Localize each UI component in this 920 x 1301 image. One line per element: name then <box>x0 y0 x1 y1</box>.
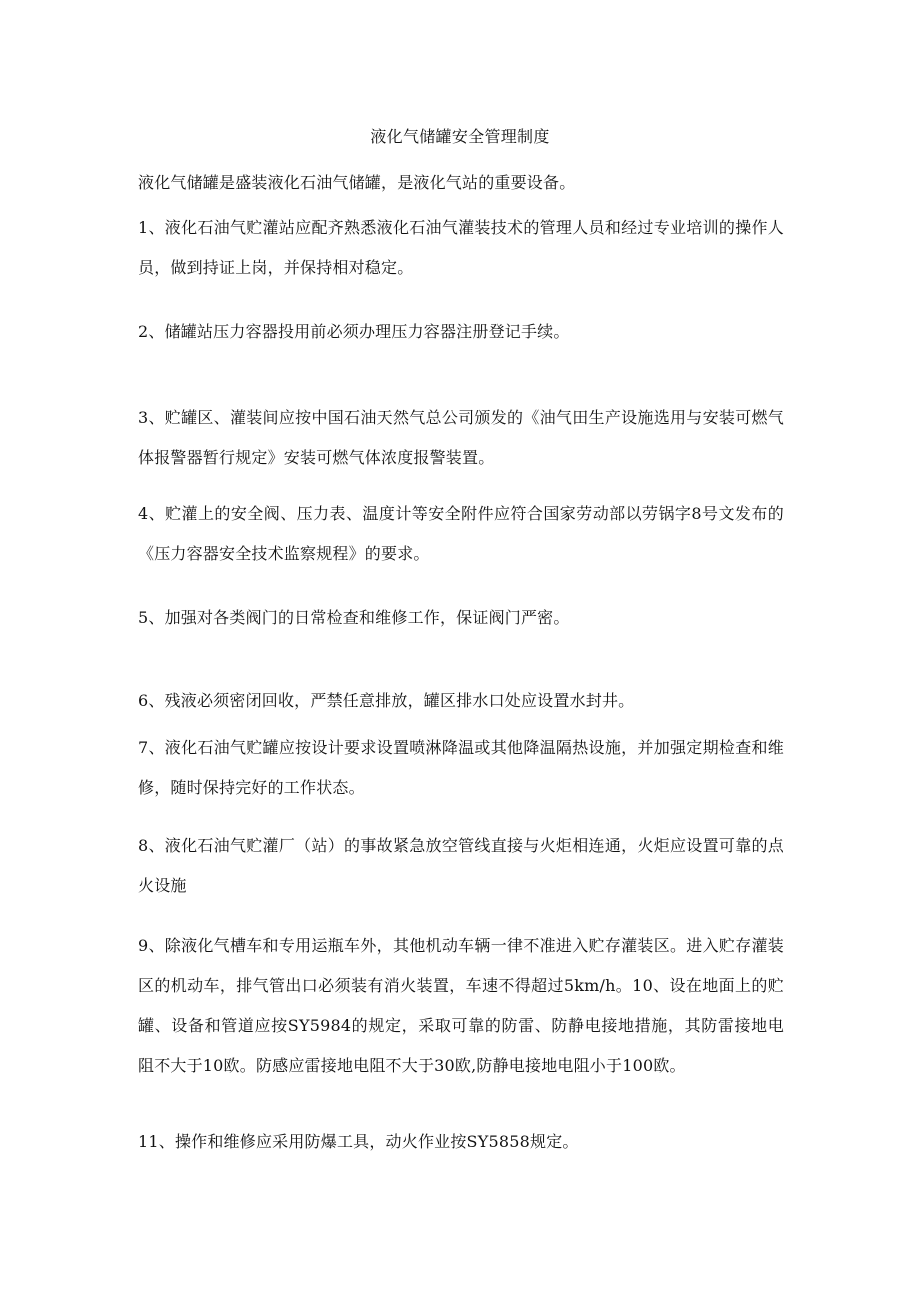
rule-item-5: 5、加强对各类阀门的日常检查和维修工作，保证阀门严密。 <box>138 608 570 627</box>
rule-item-9-10: 9、除液化气槽车和专用运瓶车外，其他机动车辆一律不准进入贮存灌装区。进入贮存灌装区的机动车，排气管出口必须装有消火装置，车速不得超过5km∕h。10、设在地面上的贮罐、设备和管道应按SY5984的规定，采取可靠的防雷、防静电接地措施，其防雷接地电阻不大于10欧。防感应雷接地电阻不大于30欧,防静电接地电阻小于100欧。 <box>138 936 784 1075</box>
rule-item-2: 2、储罐站压力容器投用前必须办理压力容器注册登记手续。 <box>138 322 570 341</box>
rule-item-4: 4、贮灌上的安全阀、压力表、温度计等安全附件应符合国家劳动部以劳锅字8号文发布的《压力容器安全技术监察规程》的要求。 <box>138 504 784 563</box>
rule-item-7: 7、液化石油气贮罐应按设计要求设置喷淋降温或其他降温隔热设施，并加强定期检查和维修，随时保持完好的工作状态。 <box>138 738 784 797</box>
document-title: 液化气储罐安全管理制度 <box>370 127 550 146</box>
rule-item-8: 8、液化石油气贮灌厂（站）的事故紧急放空管线直接与火炬相连通，火炬应设置可靠的点火设施 <box>138 836 784 895</box>
rule-item-11: 11、操作和维修应采用防爆工具，动火作业按SY5858规定。 <box>138 1132 579 1151</box>
rule-item-3: 3、贮罐区、灌装间应按中国石油天然气总公司颁发的《油气田生产设施选用与安装可燃气体报警器暂行规定》安装可燃气体浓度报警装置。 <box>138 408 784 467</box>
rule-item-1: 1、液化石油气贮灌站应配齐熟悉液化石油气灌装技术的管理人员和经过专业培训的操作人员，做到持证上岗，并保持相对稳定。 <box>138 218 784 277</box>
intro-paragraph: 液化气储罐是盛装液化石油气储罐，是液化气站的重要设备。 <box>138 173 576 192</box>
rule-item-6: 6、残液必须密闭回收，严禁任意排放，罐区排水口处应设置水封井。 <box>138 691 635 710</box>
